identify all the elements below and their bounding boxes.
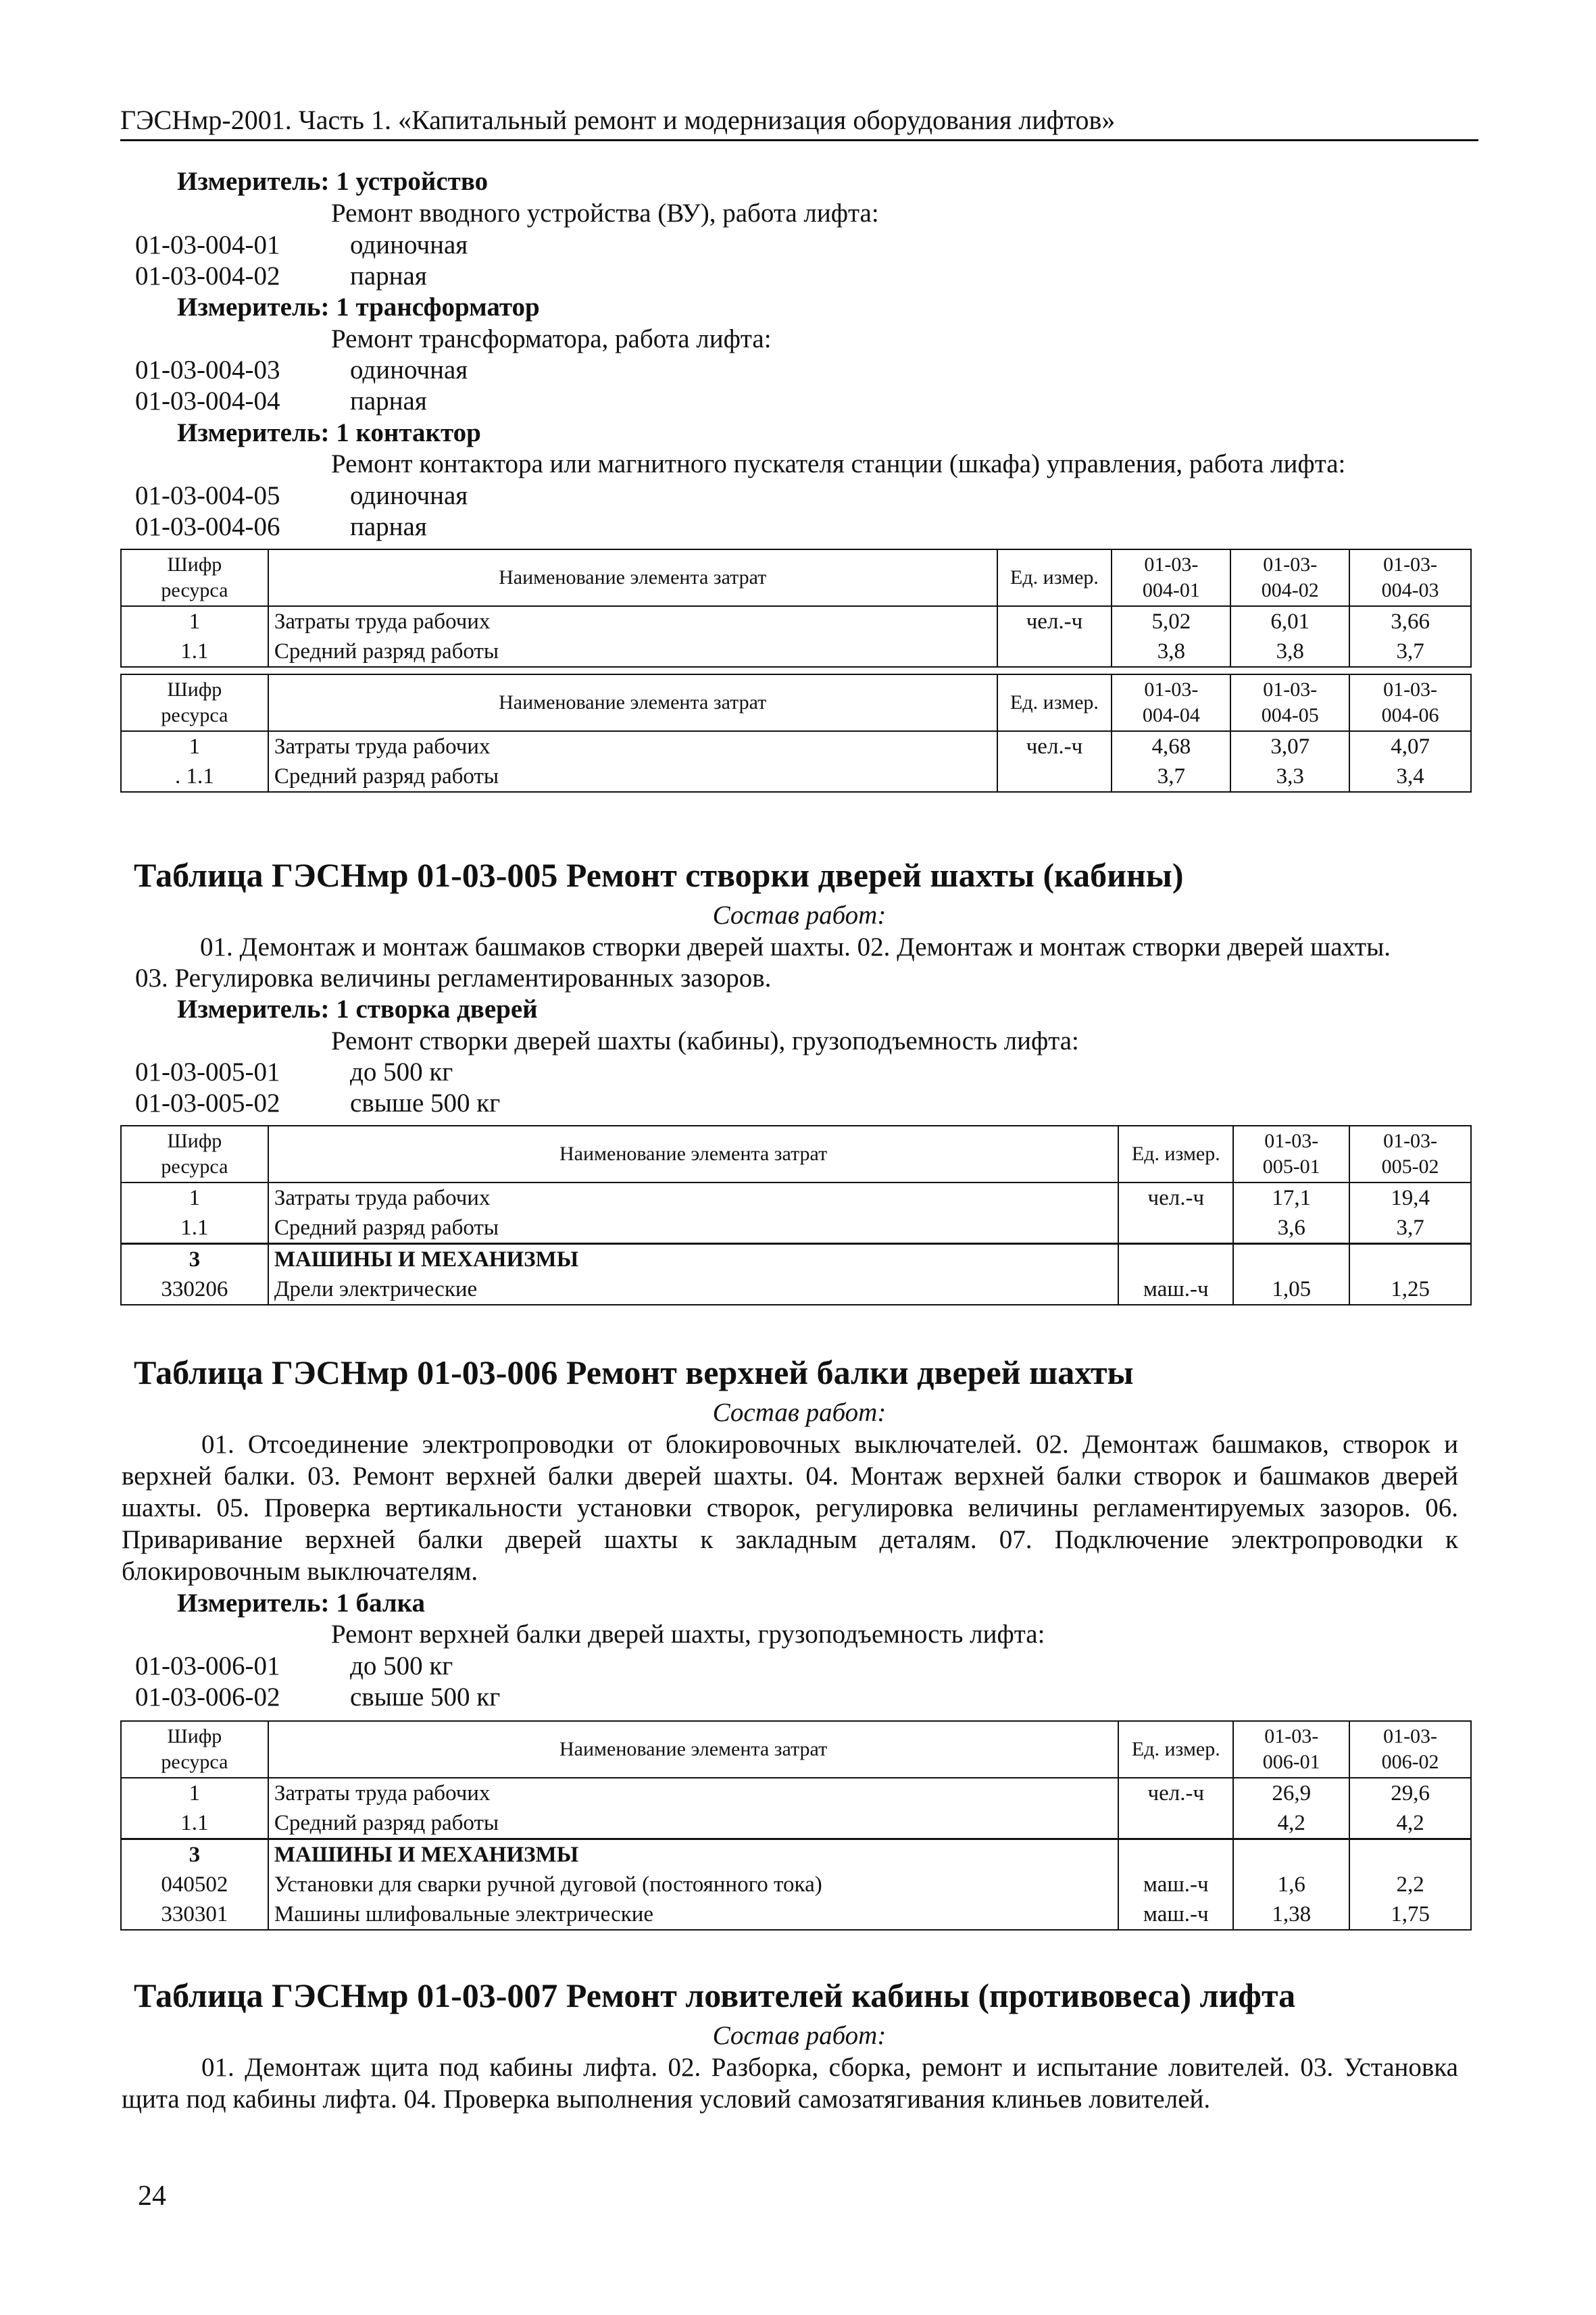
col-header-norm: 01-03- 005-02 — [1349, 1126, 1471, 1183]
table-row: 3 МАШИНЫ И МЕХАНИЗМЫ — [121, 1839, 1471, 1870]
section-title-007: Таблица ГЭСНмр 01-03-007 Ремонт ловителей кабины (противовеса) лифта — [134, 1976, 1296, 2014]
item-label: свыше 500 кг — [350, 1089, 501, 1118]
measure-transformer: Измеритель: 1 трансформатор — [177, 293, 540, 322]
col-header-name: Наименование элемента затрат — [268, 674, 997, 731]
composition-text: 01. Отсоединение электропроводки от блокировочных выключателей. 02. Демонтаж башмаков, створок и верхней балки. 03. Ремонт верхней балки дверей шахты. 04. Монтаж верхней балки створок и башмаков дверей шахты. 05. Проверка вертикальности установки створок, регулировка величины регламентируемых зазоров. 06. Приваривание верхней балки дверей шахты к закладным деталям. 07. Подключение электропроводки к блокировочным выключателям. — [122, 1430, 1458, 1586]
item-label: одиночная — [350, 230, 468, 259]
intro-transformer: Ремонт трансформатора, работа лифта: — [331, 324, 772, 353]
section-title-006: Таблица ГЭСНмр 01-03-006 Ремонт верхней балки дверей шахты — [134, 1353, 1134, 1391]
table-row: . 1.1 Средний разряд работы 3,7 3,3 3,4 — [121, 762, 1471, 792]
item-code: 01-03-004-01 — [135, 230, 280, 259]
table-row: 1.1 Средний разряд работы 3,6 3,7 — [121, 1213, 1471, 1244]
table-row: 330206 Дрели электрические маш.-ч 1,05 1,25 — [121, 1274, 1471, 1305]
composition-label: Состав работ: — [712, 901, 887, 930]
item-code: 01-03-004-05 — [135, 481, 280, 510]
section-title-005: Таблица ГЭСНмр 01-03-005 Ремонт створки дверей шахты (кабины) — [134, 856, 1184, 894]
item-label: до 500 кг — [350, 1057, 453, 1087]
item-code: 01-03-004-04 — [135, 387, 280, 416]
item-code: 01-03-005-02 — [135, 1089, 280, 1118]
col-header-norm: 01-03- 004-01 — [1112, 549, 1230, 606]
item-code: 01-03-006-01 — [135, 1651, 280, 1681]
col-header-norm: 01-03- 004-05 — [1230, 674, 1349, 731]
table-row: 3 МАШИНЫ И МЕХАНИЗМЫ — [121, 1244, 1471, 1275]
running-header: ГЭСНмр-2001. Часть 1. «Капитальный ремонт и модернизация оборудования лифтов» — [120, 101, 1478, 141]
col-header-code: Шифр ресурса — [121, 1721, 268, 1778]
item-code: 01-03-005-01 — [135, 1057, 280, 1087]
table-row: 1 Затраты труда рабочих чел.-ч 4,68 3,07 4,07 — [121, 731, 1471, 762]
intro-beam: Ремонт верхней балки дверей шахты, грузоподъемность лифта: — [331, 1620, 1045, 1649]
table-row: 040502 Установки для сварки ручной дуговой (постоянного тока) маш.-ч 1,6 2,2 — [121, 1870, 1471, 1899]
col-header-code: Шифр ресурса — [121, 549, 268, 606]
composition-text: 03. Регулировка величины регламентированных зазоров. — [135, 964, 772, 993]
resource-table-006 — [120, 1720, 1472, 1931]
col-header-name: Наименование элемента затрат — [268, 1126, 1119, 1183]
col-header-unit: Ед. измер. — [1118, 1126, 1233, 1183]
table-row: 1 Затраты труда рабочих чел.-ч 5,02 6,01 3,66 — [121, 606, 1471, 637]
intro-input-device: Ремонт вводного устройства (ВУ), работа лифта: — [331, 199, 879, 228]
col-header-unit: Ед. измер. — [997, 549, 1112, 606]
item-label: парная — [350, 512, 427, 541]
col-header-norm: 01-03- 006-01 — [1233, 1721, 1349, 1778]
col-header-norm: 01-03- 004-06 — [1349, 674, 1471, 731]
table-row: 330301 Машины шлифовальные электрические маш.-ч 1,38 1,75 — [121, 1899, 1471, 1930]
item-label: свыше 500 кг — [350, 1683, 501, 1712]
intro-contactor: Ремонт контактора или магнитного пускателя станции (шкафа) управления, работа лифта: — [331, 449, 1346, 478]
table-row: 1 Затраты труда рабочих чел.-ч 26,9 29,6 — [121, 1778, 1471, 1808]
col-header-unit: Ед. измер. — [997, 674, 1112, 731]
measure-door-leaf: Измеритель: 1 створка дверей — [177, 995, 538, 1024]
measure-contactor: Измеритель: 1 контактор — [177, 418, 481, 447]
item-code: 01-03-004-02 — [135, 262, 280, 291]
col-header-code: Шифр ресурса — [121, 674, 268, 731]
col-header-norm: 01-03- 006-02 — [1349, 1721, 1471, 1778]
item-code: 01-03-004-06 — [135, 512, 280, 541]
item-label: до 500 кг — [350, 1651, 453, 1681]
item-code: 01-03-004-03 — [135, 355, 280, 384]
col-header-norm: 01-03- 005-01 — [1233, 1126, 1349, 1183]
composition-label: Состав работ: — [712, 2021, 887, 2050]
col-header-name: Наименование элемента затрат — [268, 549, 997, 606]
resource-table-004-b — [120, 674, 1472, 793]
resource-table-004-a — [120, 549, 1472, 668]
table-row: 1 Затраты труда рабочих чел.-ч 17,1 19,4 — [121, 1183, 1471, 1213]
col-header-name: Наименование элемента затрат — [268, 1721, 1119, 1778]
col-header-norm: 01-03- 004-04 — [1112, 674, 1230, 731]
item-code: 01-03-006-02 — [135, 1683, 280, 1712]
item-label: парная — [350, 387, 427, 416]
col-header-code: Шифр ресурса — [121, 1126, 268, 1183]
measure-device: Измеритель: 1 устройство — [177, 167, 489, 196]
resource-table-005 — [120, 1125, 1472, 1305]
composition-text: 01. Демонтаж щита под кабины лифта. 02. Разборка, сборка, ремонт и испытание ловителей. 03. Установка щита под кабины лифта. 04. Проверка выполнения условий самозатягивания клиньев ловителей. — [122, 2053, 1458, 2114]
col-header-norm: 01-03- 004-03 — [1349, 549, 1471, 606]
intro-door-leaf: Ремонт створки дверей шахты (кабины), грузоподъемность лифта: — [331, 1026, 1079, 1055]
item-label: одиночная — [350, 355, 468, 384]
measure-beam: Измеритель: 1 балка — [177, 1589, 426, 1618]
composition-label: Состав работ: — [712, 1398, 887, 1427]
table-row: 1.1 Средний разряд работы 4,2 4,2 — [121, 1808, 1471, 1839]
item-label: парная — [350, 262, 427, 291]
item-label: одиночная — [350, 481, 468, 510]
table-row: 1.1 Средний разряд работы 3,8 3,8 3,7 — [121, 637, 1471, 667]
col-header-norm: 01-03- 004-02 — [1230, 549, 1349, 606]
col-header-unit: Ед. измер. — [1118, 1721, 1233, 1778]
page-number: 24 — [138, 2181, 166, 2212]
composition-text: 01. Демонтаж и монтаж башмаков створки дверей шахты. 02. Демонтаж и монтаж створки дверей шахты. — [200, 932, 1391, 962]
